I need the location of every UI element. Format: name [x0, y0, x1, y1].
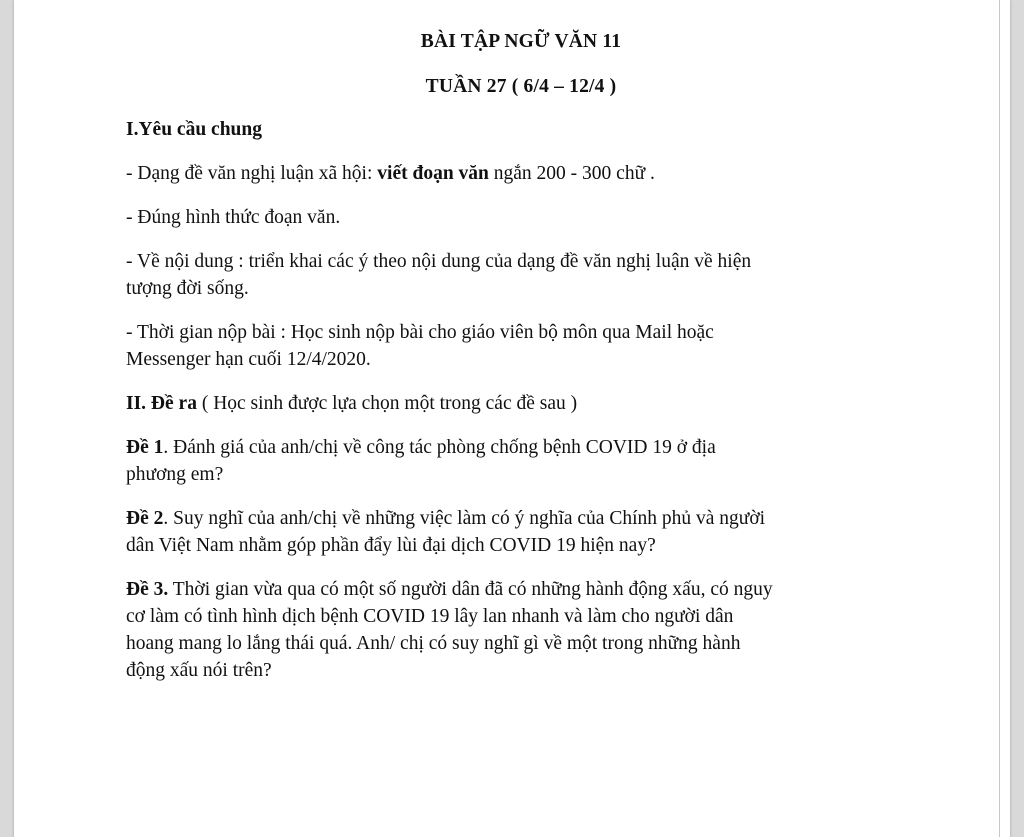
requirement-item-4-line2: Messenger hạn cuối 12/4/2020. [126, 349, 371, 370]
topic-3-line2: cơ làm có tình hình dịch bệnh COVID 19 lây lan nhanh và làm cho người dân [126, 606, 734, 627]
requirement-item-3-line1: - Về nội dung : triển khai các ý theo nội dung của dạng đề văn nghị luận về hiện [126, 251, 752, 272]
requirement-item-1 [126, 160, 916, 187]
topic-3-line4: động xấu nói trên? [126, 660, 272, 681]
section2-heading [126, 390, 916, 417]
topic-2 [126, 505, 916, 559]
requirement-item-1-bold: viết đoạn văn [377, 163, 489, 184]
topic-3-label: Đề 3. [126, 579, 169, 600]
topic-1-line1: . Đánh giá của anh/chị về công tác phòng chống bệnh COVID 19 ở địa [163, 437, 716, 458]
topic-3-line3: hoang mang lo lắng thái quá. Anh/ chị có suy nghĩ gì về một trong những hành [126, 633, 741, 654]
section2-heading-bold: II. Đề ra [126, 393, 197, 414]
topic-1-line2: phương em? [126, 464, 224, 485]
document-content [126, 28, 916, 684]
topic-2-line2: dân Việt Nam nhằm góp phần đẩy lùi đại dịch COVID 19 hiện nay? [126, 535, 656, 556]
topic-1 [126, 434, 916, 488]
document-subtitle: TUẦN 27 ( 6/4 – 12/4 ) [425, 76, 617, 97]
topic-2-line1: . Suy nghĩ của anh/chị về những việc làm có ý nghĩa của Chính phủ và người [163, 508, 766, 529]
requirement-item-4 [126, 319, 916, 373]
requirement-item-1-text: - Dạng đề văn nghị luận xã hội: [126, 163, 378, 184]
topic-3 [126, 576, 916, 684]
document-title: BÀI TẬP NGỮ VĂN 11 [420, 31, 622, 52]
requirement-item-1-tail: ngắn 200 - 300 chữ . [488, 163, 655, 184]
section1-heading: I.Yêu cầu chung [126, 119, 262, 140]
section2-heading-note: ( Học sinh được lựa chọn một trong các đề sau ) [196, 393, 578, 414]
topic-2-label: Đề 2 [126, 508, 164, 529]
requirement-item-4-line1: - Thời gian nộp bài : Học sinh nộp bài cho giáo viên bộ môn qua Mail hoặc [126, 322, 714, 343]
requirement-item-2: - Đúng hình thức đoạn văn. [126, 207, 341, 228]
requirement-item-3-line2: tượng đời sống. [126, 278, 249, 299]
topic-1-label: Đề 1 [126, 437, 164, 458]
requirement-item-3 [126, 248, 916, 302]
document-page [14, 0, 1010, 837]
page-edge-line [999, 0, 1000, 837]
topic-3-line1: Thời gian vừa qua có một số người dân đã có những hành động xấu, có nguy [168, 579, 773, 600]
